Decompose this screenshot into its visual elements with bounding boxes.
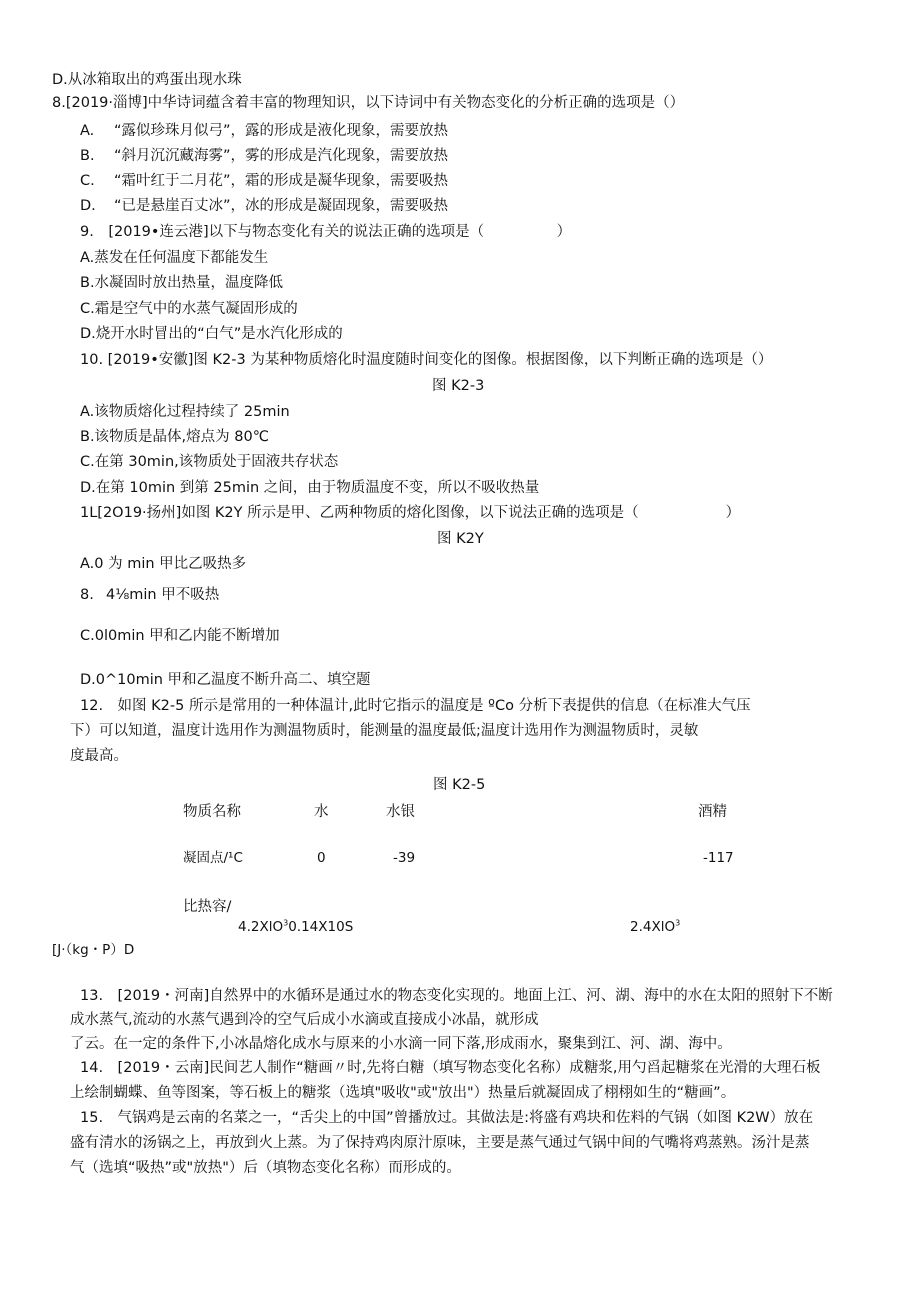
table-heat-capacity-label: 比热容/ xyxy=(183,899,232,915)
q10-option-a: A.该物质熔化过程持续了 25min xyxy=(80,404,290,420)
q15-line-3: 气（选填“吸热”或"放热"）后（填物态变化名称）而形成的。 xyxy=(70,1160,461,1176)
q15-line-1: 15. 气锅鸡是云南的名菜之一，“舌尖上的中国”曾播放过。其做法是:将盛有鸡块和佐料的气锅（如图 K2W）放在 xyxy=(80,1110,814,1126)
q11-stem: 1L[2O19·扬州]如图 K2Y 所示是甲、乙两种物质的熔化图像，以下说法正确的选项是（ ） xyxy=(80,505,741,521)
q11-option-b-number: 8. xyxy=(80,587,94,603)
q11-option-c: C.0l0min 甲和乙内能不断增加 xyxy=(80,628,280,644)
q8-option-b: “斜月沉沉藏海雾”，雾的形成是汽化现象，需要放热 xyxy=(114,148,449,164)
q11-option-b: 4⅛min 甲不吸热 xyxy=(106,587,220,603)
q13-line-1: 13. [2019・河南]自然界中的水循环是通过水的物态变化实现的。地面上江、河、湖、海中的水在太阳的照射下不断 xyxy=(80,988,833,1004)
q9-option-a: A.蒸发在任何温度下都能发生 xyxy=(80,250,269,266)
q9-option-d: D.烧开水时冒出的“白气”是水汽化形成的 xyxy=(80,326,343,342)
q8-option-d: “已是悬崖百丈冰”，冰的形成是凝固现象，需要吸热 xyxy=(114,198,449,214)
table-heat-capacity-mercury: 0.14X10S xyxy=(288,919,354,935)
q7-option-d: D.从冰箱取出的鸡蛋出现水珠 xyxy=(52,72,242,88)
q10-option-b: B.该物质是晶体,熔点为 80℃ xyxy=(80,429,270,445)
q12-line-1: 12. 如图 K2-5 所示是常用的一种体温计,此时它指示的温度是 ºCo 分析下表提供的信息（在标准大气压 xyxy=(80,698,751,714)
q9-stem: 9. [2019•连云港]以下与物态变化有关的说法正确的选项是（ ） xyxy=(80,224,572,240)
q9-option-c: C.霜是空气中的水蒸气凝固形成的 xyxy=(80,301,298,317)
q14-line-2: 上绘制蝴蝶、鱼等图案，等石板上的糖浆（选填"吸收"或"放出"）热量后就凝固成了栩栩如生的“糖画”。 xyxy=(70,1085,736,1101)
q8-option-a-label: A. xyxy=(80,123,95,139)
q8-option-b-label: B. xyxy=(80,148,95,164)
q13-line-2: 成水蒸气,流动的水蒸气遇到冷的空气后成小水滴或直接成小冰晶，就形成 xyxy=(70,1012,539,1028)
table-header-substance: 物质名称 xyxy=(183,804,241,820)
table-freezing-water: 0 xyxy=(317,850,326,866)
q10-option-d: D.在第 10min 到第 25min 之间，由于物质温度不变，所以不吸收热量 xyxy=(80,480,540,496)
table-freezing-alcohol: -117 xyxy=(703,850,734,866)
figure-caption-k2-3: 图 K2-3 xyxy=(432,378,485,394)
q14-line-1: 14. [2019・云南]民间艺人制作“糖画〃时,先将白糖（填写物态变化名称）成糖浆,用勺舀起糖浆在光滑的大理石板 xyxy=(80,1060,821,1076)
q12-line-3: 度最高。 xyxy=(70,748,128,764)
q8-option-a: “露似珍珠月似弓”，露的形成是液化现象，需要放热 xyxy=(114,123,449,139)
table-freezing-mercury: -39 xyxy=(393,850,416,866)
table-header-mercury: 水银 xyxy=(386,804,415,820)
figure-caption-k2y: 图 K2Y xyxy=(437,531,484,547)
table-heat-capacity-water: 4.2XlO$^3$0.14X10S xyxy=(238,918,354,935)
q8-option-d-label: D. xyxy=(80,198,96,214)
q8-stem: 8.[2019·淄博]中华诗词蕴含着丰富的物理知识，以下诗词中有关物态变化的分析正确的选项是（） xyxy=(52,95,685,111)
q12-line-2: 下）可以知道，温度计选用作为测温物质时，能测量的温度最低;温度计选用作为测温物质时，灵敏 xyxy=(70,723,699,739)
q9-option-b: B.水凝固时放出热量，温度降低 xyxy=(80,275,284,291)
q10-stem: 10. [2019•安徽]图 K2-3 为某种物质熔化时温度随时间变化的图像。根据图像，以下判断正确的选项是（） xyxy=(80,352,773,368)
figure-caption-k2-5: 图 K2-5 xyxy=(433,777,486,793)
table-heat-capacity-alcohol: 2.4XlO$^3$ xyxy=(630,918,681,935)
q13-line-3: 了云。在一定的条件下,小冰晶熔化成水与原来的小水滴一同下落,形成雨水，聚集到江、河、湖、海中。 xyxy=(70,1036,732,1052)
table-header-water: 水 xyxy=(314,804,329,820)
table-header-alcohol: 酒精 xyxy=(698,804,727,820)
q15-line-2: 盛有清水的汤锅之上，再放到火上蒸。为了保持鸡肉原汁原味，主要是蒸气通过气锅中间的气嘴将鸡蒸熟。汤汁是蒸 xyxy=(70,1135,810,1151)
q11-option-a: A.0 为 min 甲比乙吸热多 xyxy=(80,556,247,572)
q8-option-c-label: C. xyxy=(80,173,95,189)
table-heat-capacity-unit: [J·（kg・P）D xyxy=(52,942,135,958)
table-freezing-label: 凝固点/¹C xyxy=(183,850,243,866)
q10-option-c: C.在第 30min,该物质处于固液共存状态 xyxy=(80,454,339,470)
q8-option-c: “霜叶红于二月花”，霜的形成是凝华现象，需要吸热 xyxy=(114,173,449,189)
q11-option-d: D.0^10min 甲和乙温度不断升高二、填空题 xyxy=(80,672,371,688)
